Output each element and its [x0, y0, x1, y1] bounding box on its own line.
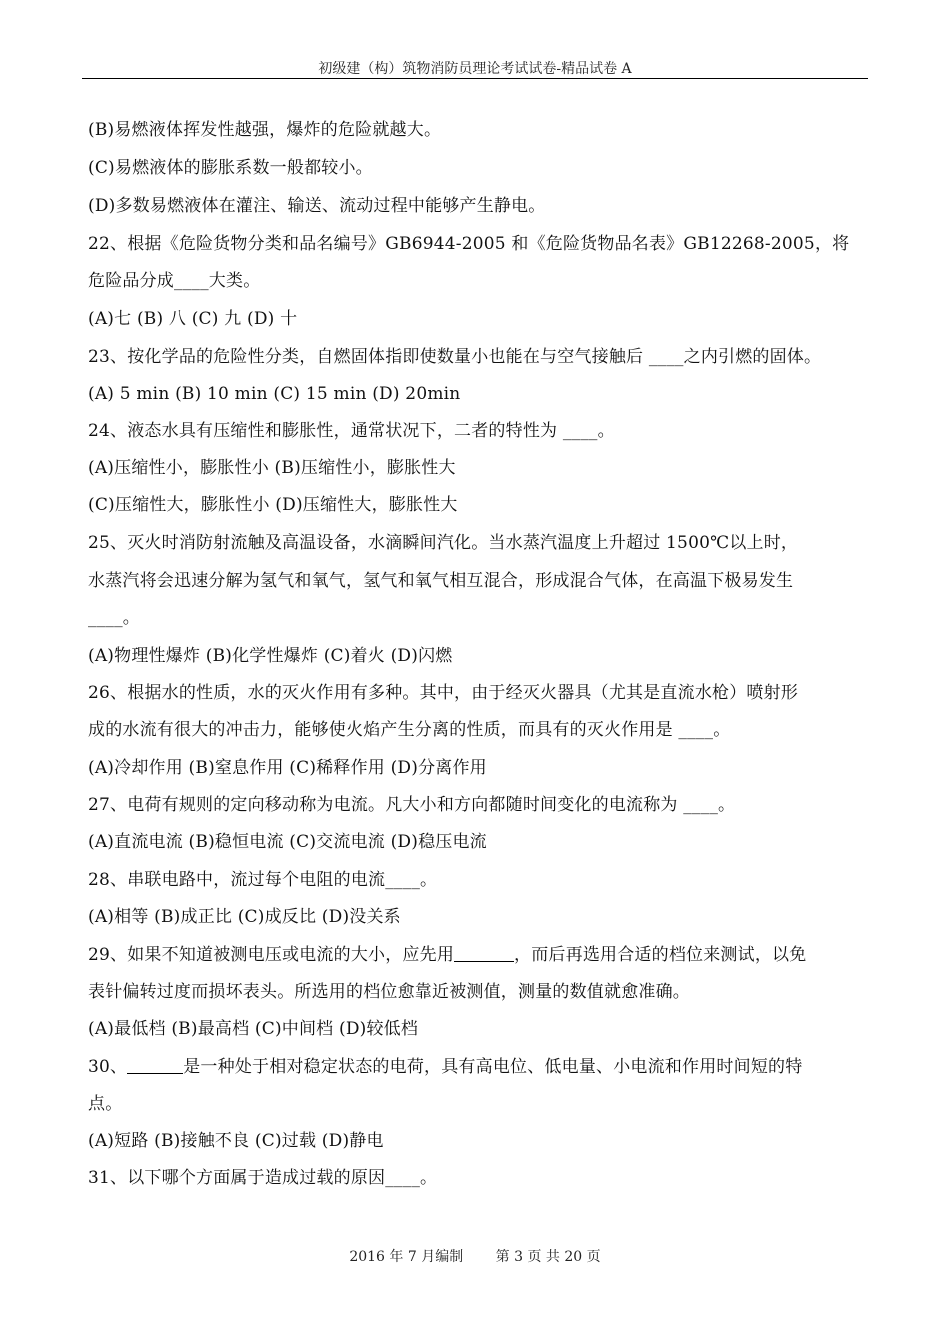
question-26-cont: 成的水流有很大的冲击力，能够使火焰产生分离的性质，而具有的灭火作用是 ____。 — [88, 720, 731, 740]
answer-blank — [127, 1055, 183, 1074]
question-29-tail: ，而后再选用合适的档位来测试，以免 — [514, 945, 807, 965]
question-23: 23、按化学品的危险性分类，自燃固体指即使数量小也能在与空气接触后 ____之内引燃的固体。 — [88, 347, 822, 367]
question-31: 31、以下哪个方面属于造成过载的原因____。 — [88, 1168, 438, 1188]
question-28-options: (A)相等 (B)成正比 (C)成反比 (D)没关系 — [88, 907, 401, 927]
question-25-cont: 水蒸汽将会迅速分解为氢气和氧气，氢气和氧气相互混合，形成混合气体，在高温下极易发生 — [88, 571, 794, 591]
header-rule — [82, 78, 868, 79]
page-footer — [0, 1246, 950, 1266]
footer-date: 2016 年 7 月编制 — [349, 1249, 464, 1265]
question-26-options: (A)冷却作用 (B)窒息作用 (C)稀释作用 (D)分离作用 — [88, 758, 487, 778]
question-29-head: 29、如果不知道被测电压或电流的大小，应先用 — [88, 945, 455, 965]
question-22-options: (A)七 (B) 八 (C) 九 (D) 十 — [88, 309, 298, 329]
question-23-options: (A) 5 min (B) 10 min (C) 15 min (D) 20min — [88, 384, 461, 404]
question-30-cont: 点。 — [88, 1094, 123, 1114]
question-28: 28、串联电路中，流过每个电阻的电流____。 — [88, 870, 438, 890]
question-27-options: (A)直流电流 (B)稳恒电流 (C)交流电流 (D)稳压电流 — [88, 832, 487, 852]
question-24: 24、液态水具有压缩性和膨胀性，通常状况下，二者的特性为 ____。 — [88, 421, 615, 441]
question-25-options: (A)物理性爆炸 (B)化学性爆炸 (C)着火 (D)闪燃 — [88, 646, 453, 666]
question-30-head: 30、 — [88, 1057, 128, 1077]
question-29-cont: 表针偏转过度而损坏表头。所选用的档位愈靠近被测值，测量的数值就愈准确。 — [88, 982, 690, 1002]
question-30-options: (A)短路 (B)接触不良 (C)过载 (D)静电 — [88, 1131, 384, 1151]
answer-blank — [454, 943, 514, 962]
question-30-tail: 是一种处于相对稳定状态的电荷，具有高电位、低电量、小电流和作用时间短的特 — [183, 1057, 803, 1077]
option-line: (D)多数易燃液体在灌注、输送、流动过程中能够产生静电。 — [88, 196, 546, 216]
question-24-options-2: (C)压缩性大，膨胀性小 (D)压缩性大，膨胀性大 — [88, 495, 458, 515]
option-line: (B)易燃液体挥发性越强，爆炸的危险就越大。 — [88, 120, 442, 140]
question-25: 25、灭火时消防射流触及高温设备，水滴瞬间汽化。当水蒸汽温度上升超过 1500℃以上时， — [88, 533, 799, 553]
footer-page-number: 第 3 页 共 20 页 — [495, 1249, 601, 1265]
question-26: 26、根据水的性质，水的灭火作用有多种。其中，由于经灭火器具（尤其是直流水枪）喷射形 — [88, 683, 799, 703]
page-header: 初级建（构）筑物消防员理论考试试卷-精品试卷 A — [318, 61, 632, 77]
question-22-cont: 危险品分成____大类。 — [88, 271, 261, 291]
question-25-cont-2: ____。 — [88, 608, 140, 628]
question-22: 22、根据《危险货物分类和品名编号》GB6944-2005 和《危险货物品名表》GB12268-2005，将 — [88, 234, 850, 254]
question-29-options: (A)最低档 (B)最高档 (C)中间档 (D)较低档 — [88, 1019, 419, 1039]
question-29 — [88, 943, 868, 967]
question-30 — [88, 1055, 868, 1079]
option-line: (C)易燃液体的膨胀系数一般都较小。 — [88, 158, 373, 178]
question-27: 27、电荷有规则的定向移动称为电流。凡大小和方向都随时间变化的电流称为 ____。 — [88, 795, 736, 815]
question-24-options-1: (A)压缩性小，膨胀性小 (B)压缩性小，膨胀性大 — [88, 458, 456, 478]
